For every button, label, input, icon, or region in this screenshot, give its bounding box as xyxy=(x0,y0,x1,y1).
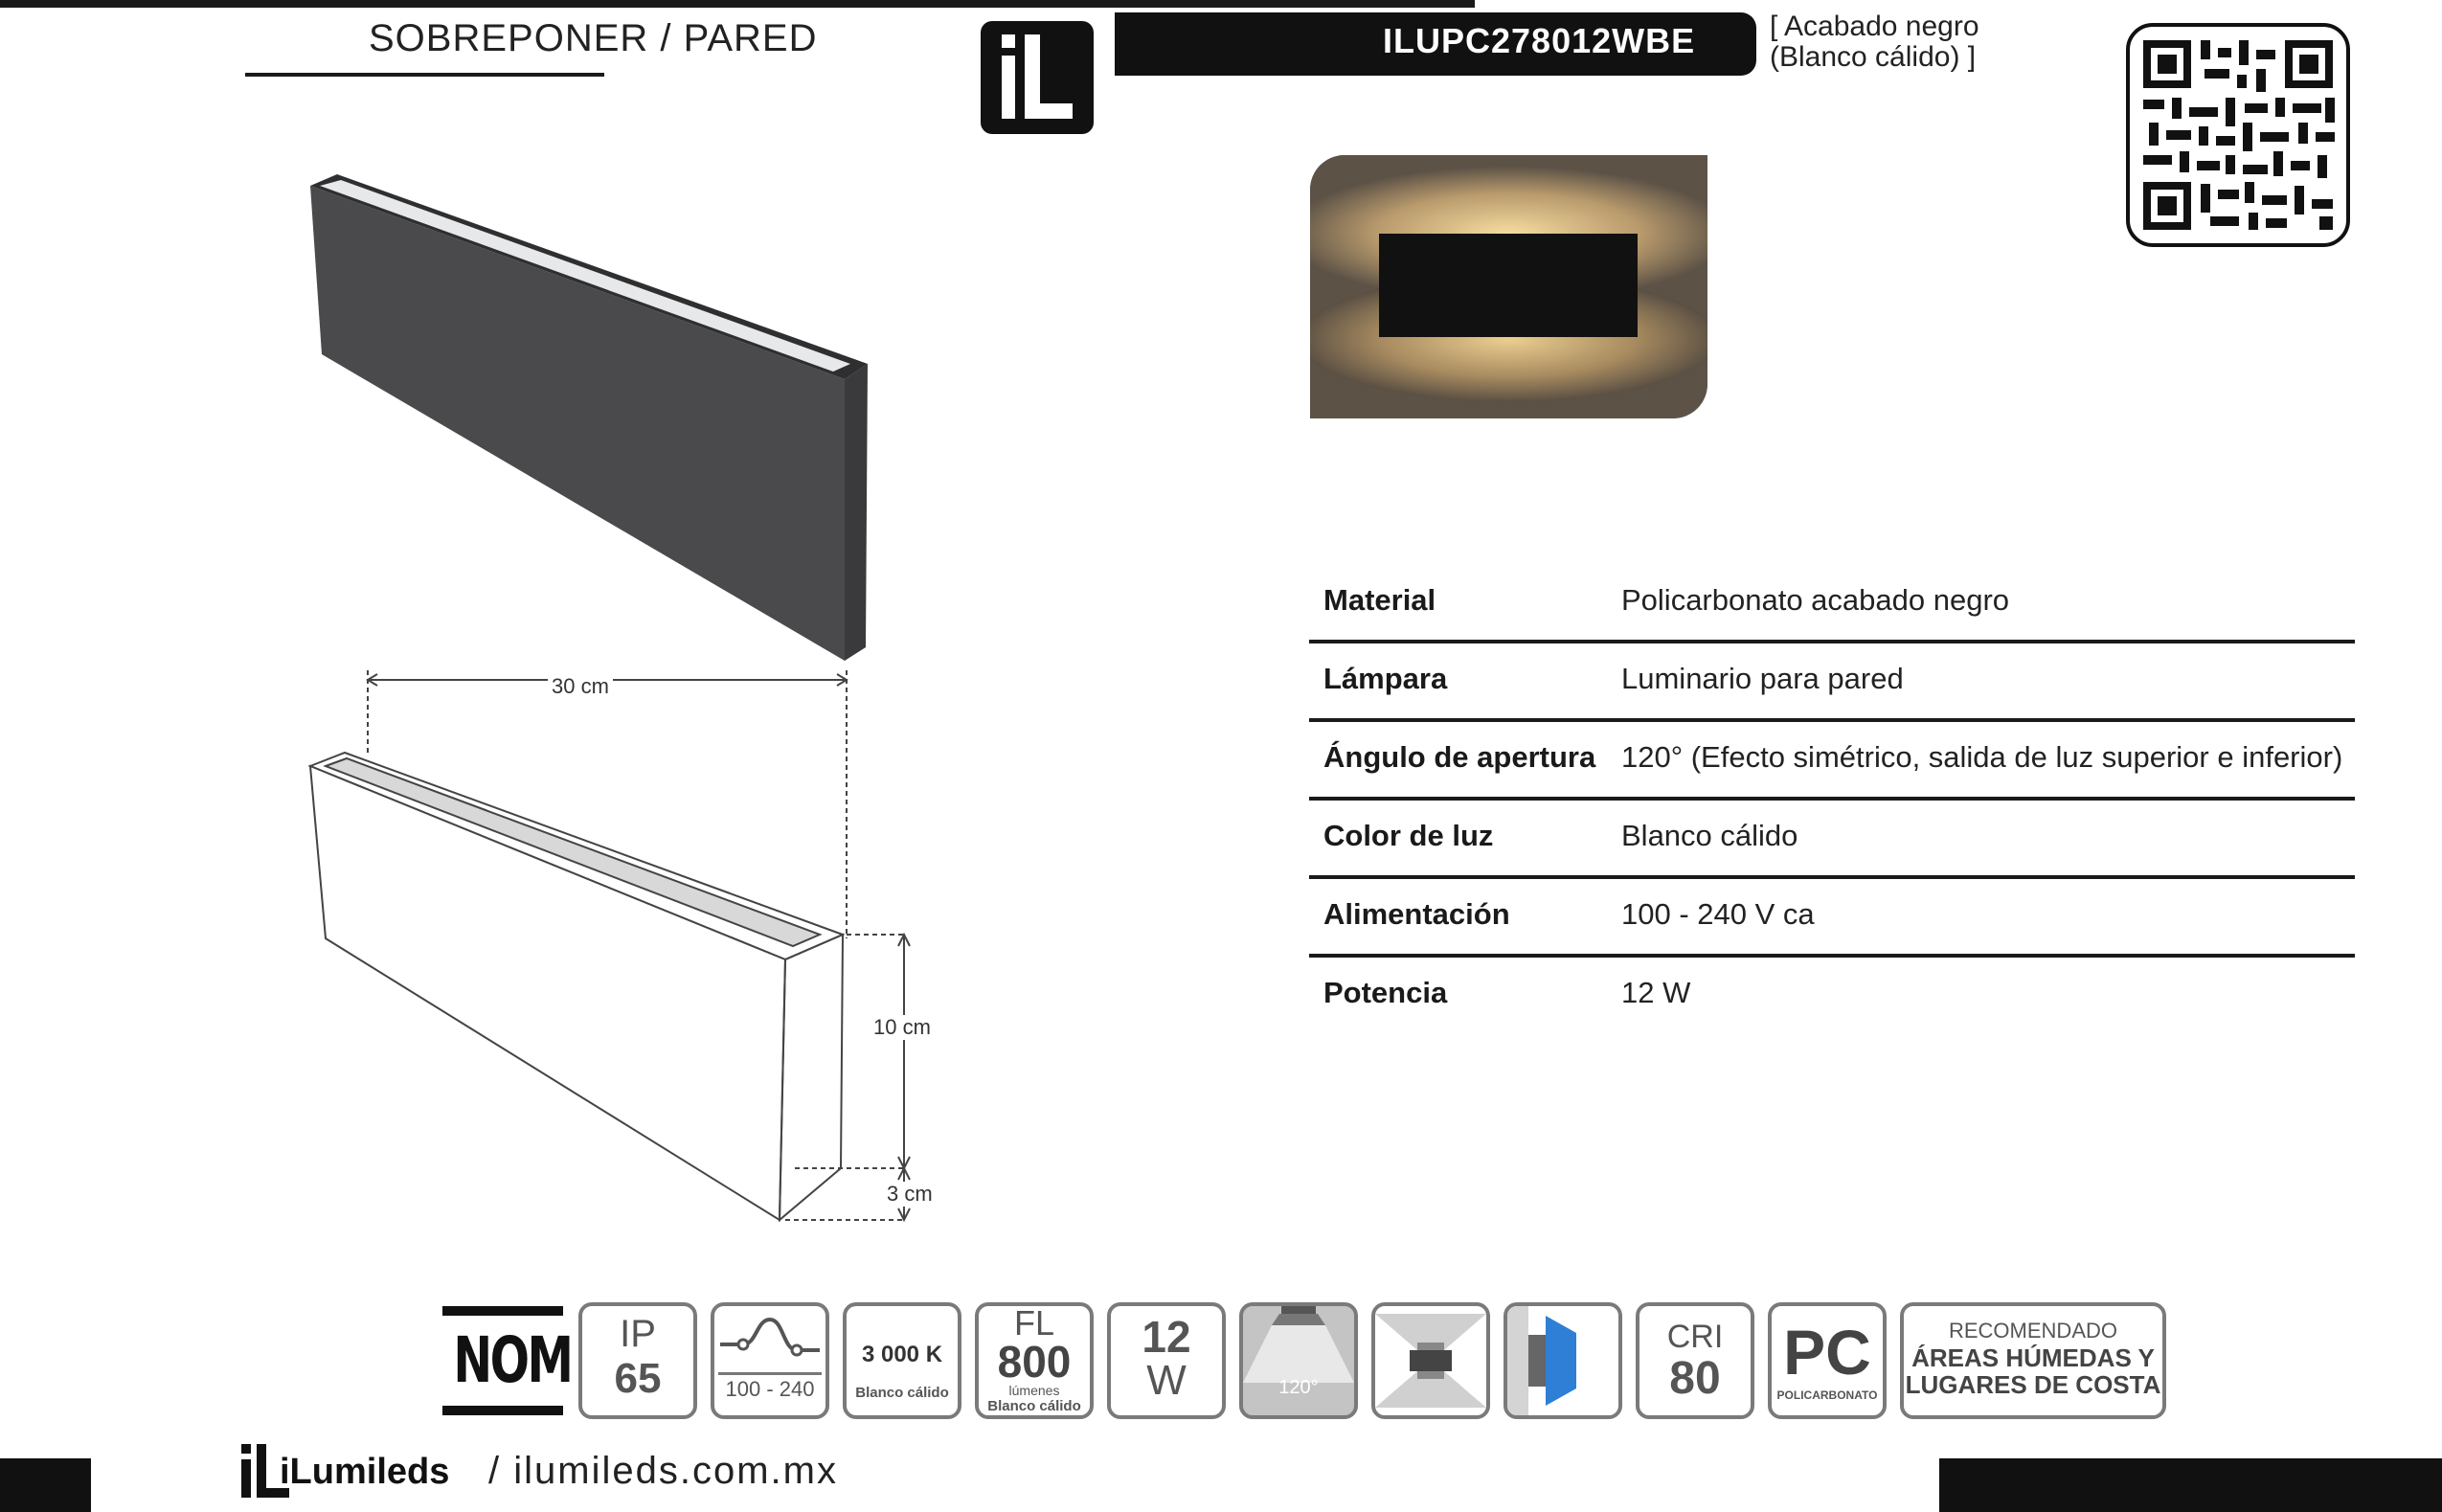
spec-label: Lámpara xyxy=(1323,662,1448,695)
wattage-unit: W xyxy=(1146,1357,1187,1404)
spec-row-angulo xyxy=(1309,722,2355,801)
il-logo xyxy=(981,21,1094,134)
finish-note xyxy=(1770,11,1979,73)
ip-value: 65 xyxy=(614,1355,662,1402)
fixture-render xyxy=(287,163,881,680)
spec-label: Ángulo de apertura xyxy=(1323,740,1596,774)
il-logo-icon xyxy=(981,21,1094,134)
spec-label: Potencia xyxy=(1323,976,1448,1009)
beam-angle-icon xyxy=(1243,1306,1354,1383)
spec-value: Blanco cálido xyxy=(1621,819,1798,852)
wattage-badge xyxy=(1107,1302,1226,1419)
flux-label: FL xyxy=(1013,1303,1054,1343)
flux-value: 800 xyxy=(997,1337,1072,1387)
footer-website-link[interactable]: / ilumileds.com.mx xyxy=(488,1450,838,1492)
flux-badge xyxy=(975,1302,1094,1419)
wall-mount-badge xyxy=(1504,1302,1622,1419)
spec-row-color-luz xyxy=(1309,801,2355,879)
voltage-badge xyxy=(711,1302,829,1419)
wall-mount-icon xyxy=(1507,1306,1618,1415)
depth-dimension: 3 cm xyxy=(883,1182,937,1207)
spec-label: Color de luz xyxy=(1323,819,1494,852)
qr-code-icon xyxy=(2130,27,2346,243)
spec-row-alimentacion xyxy=(1309,879,2355,958)
spec-label: Alimentación xyxy=(1323,897,1510,931)
ip-badge xyxy=(578,1302,697,1419)
material-name: POLICARBONATO xyxy=(1776,1388,1878,1402)
spec-row-lampara xyxy=(1309,643,2355,722)
dimension-drawing xyxy=(297,670,938,1235)
cri-badge xyxy=(1636,1302,1754,1419)
flux-color: Blanco cálido xyxy=(987,1398,1081,1414)
wattage-value: 12 xyxy=(1142,1312,1191,1362)
footer-left-bar xyxy=(0,1458,91,1512)
light-output-badge xyxy=(1371,1302,1490,1419)
cct-label: Blanco cálido xyxy=(855,1385,949,1401)
sine-wave-icon xyxy=(714,1306,825,1364)
cri-value: 80 xyxy=(1669,1353,1721,1404)
recommended-line-1: ÁREAS HÚMEDAS Y xyxy=(1911,1343,2155,1372)
spec-label: Material xyxy=(1323,583,1436,617)
spec-row-potencia xyxy=(1309,958,2355,1032)
height-dimension: 10 cm xyxy=(870,1015,935,1040)
qr-code[interactable] xyxy=(2126,23,2350,247)
finish-line-1: [ Acabado negro xyxy=(1770,11,1979,42)
spec-value: 100 - 240 V ca xyxy=(1621,897,1815,931)
nom-text: NOM xyxy=(453,1323,572,1397)
installed-fixture-photo xyxy=(1310,155,1707,418)
recommended-line-2: LUGARES DE COSTA xyxy=(1905,1370,2161,1399)
up-down-light-icon xyxy=(1375,1306,1486,1415)
model-code: ILUPC278012WBE xyxy=(1383,21,1696,60)
fixture-side-face xyxy=(845,364,868,661)
spec-value: Luminario para pared xyxy=(1621,662,1904,695)
fixture-front-face xyxy=(310,186,845,661)
spec-row-material xyxy=(1309,565,2355,643)
recommended-label: RECOMENDADO xyxy=(1948,1319,2117,1343)
footer-brand: iLumileds xyxy=(280,1452,450,1492)
spec-table xyxy=(1309,565,2355,1032)
material-code: PC xyxy=(1783,1317,1871,1388)
finish-line-2: (Blanco cálido) ] xyxy=(1770,41,1977,73)
cct-value: 3 000 K xyxy=(861,1342,943,1367)
nom-badge xyxy=(442,1306,572,1419)
product-photo xyxy=(1310,155,1707,418)
recommended-badge xyxy=(1900,1302,2166,1419)
voltage-range: 100 - 240 xyxy=(718,1372,822,1404)
spec-value: 12 W xyxy=(1621,976,1691,1009)
spec-value: Policarbonato acabado negro xyxy=(1621,583,2010,617)
feature-badges xyxy=(442,1302,2176,1422)
beam-angle-badge xyxy=(1239,1302,1358,1419)
width-dimension: 30 cm xyxy=(548,674,613,699)
category-underline xyxy=(245,73,604,77)
beam-angle-value: 120° xyxy=(1278,1377,1319,1398)
footer-right-bar xyxy=(1939,1458,2442,1512)
cct-badge xyxy=(843,1302,961,1419)
cri-label: CRI xyxy=(1666,1319,1724,1355)
top-rule xyxy=(0,0,1475,8)
product-category: SOBREPONER / PARED xyxy=(369,17,818,59)
material-badge xyxy=(1768,1302,1887,1419)
ip-label: IP xyxy=(620,1313,656,1355)
spec-value: 120° (Efecto simétrico, salida de luz superior e inferior) xyxy=(1621,740,2343,774)
flux-unit: lúmenes xyxy=(1008,1383,1060,1398)
